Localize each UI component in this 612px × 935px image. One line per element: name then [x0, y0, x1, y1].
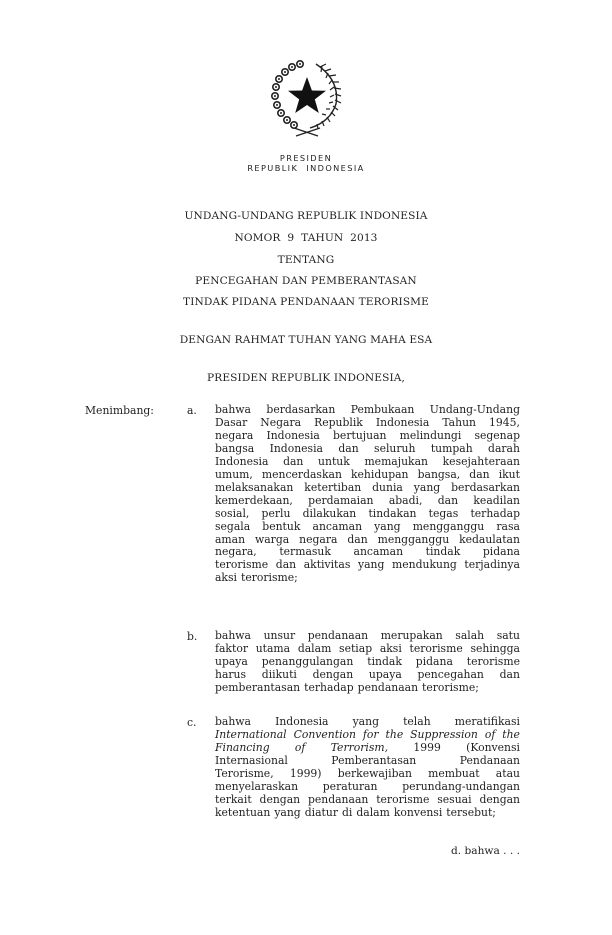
blessing-line: DENGAN RAHMAT TUHAN YANG MAHA ESA [179, 334, 433, 346]
page-continuation: d. bahwa . . . [450, 845, 520, 857]
item-b-line: pemberantasan terhadap pendanaan terorisme; [215, 680, 479, 694]
considering-label: Menimbang: [85, 404, 154, 417]
item-a-line: umum, mencerdaskan kehidupan bangsa, dan ikut [215, 467, 520, 481]
emblem-caption-line1: PRESIDEN [279, 153, 333, 163]
item-b-line: faktor utama dalam setiap aksi terorisme sehingga [215, 641, 520, 655]
item-a-line: negara Indonesia bertujuan melindungi segenap [215, 428, 520, 442]
item-letter-a: a. [187, 404, 197, 417]
item-a-line: bahwa berdasarkan Pembukaan Undang-Undang [215, 403, 520, 416]
item-a-line: negara, termasuk ancaman tindak pidana [215, 545, 520, 559]
presidential-emblem-icon [270, 58, 344, 138]
item-a-line: Indonesia dan untuk memajukan kesejahteraan [215, 454, 520, 468]
item-c-line: menyelaraskan peraturan perundang-undangan [215, 779, 520, 793]
item-a-line: segala bentuk ancaman yang mengganggu rasa [215, 519, 520, 533]
item-a-line: bangsa Indonesia dan seluruh tumpah darah [215, 441, 520, 455]
item-b-line: harus diikuti dengan upaya pencegahan dan [215, 667, 520, 681]
item-b-text [215, 630, 520, 695]
item-letter-b: b. [187, 630, 198, 643]
item-a-text [215, 404, 520, 585]
item-c-line: Terorisme, 1999) berkewajiban membuat atau [215, 766, 520, 780]
item-c-line-mixed: Financing of Terrorism, 1999 (Konvensi [215, 740, 520, 754]
item-c-text [215, 716, 520, 820]
item-a-line: aksi terorisme; [215, 571, 298, 585]
item-b-line: upaya penanggulangan tindak pidana terorisme [215, 654, 520, 668]
item-a-line: sosial, perlu dilakukan tindakan tegas terhadap [215, 506, 520, 520]
item-b-line: bahwa unsur pendanaan merupakan salah satu [215, 629, 520, 642]
law-subject-line1: PENCEGAHAN DAN PEMBERANTASAN [195, 275, 417, 287]
law-title: UNDANG-UNDANG REPUBLIK INDONESIA [184, 210, 428, 222]
item-a-line: Dasar Negara Republik Indonesia Tahun 1945, [215, 415, 520, 429]
law-subject-line2: TINDAK PIDANA PENDANAAN TERORISME [183, 296, 429, 308]
emblem-caption-line2: REPUBLIK INDONESIA [247, 163, 365, 173]
item-c-line: ketentuan yang diatur di dalam konvensi tersebut; [215, 805, 496, 819]
item-c-line: bahwa Indonesia yang telah meratifikasi [215, 715, 520, 728]
item-c-line-italic: International Convention for the Suppression of the [215, 727, 520, 741]
item-c-line: Internasional Pemberantasan Pendanaan [215, 753, 520, 767]
item-a-line: aman warga negara dan mengganggu kedaulatan [215, 532, 520, 546]
item-a-line: terorisme dan aktivitas yang mendukung terjadinya [215, 558, 520, 572]
law-number: NOMOR 9 TAHUN 2013 [234, 232, 378, 244]
authority-line: PRESIDEN REPUBLIK INDONESIA, [207, 372, 405, 384]
law-about: TENTANG [277, 254, 335, 266]
item-c-line: terkait dengan pendanaan terorisme sesuai dengan [215, 792, 520, 806]
item-a-line: kemerdekaan, perdamaian abadi, dan keadilan [215, 493, 520, 507]
item-a-line: melaksanakan ketertiban dunia yang berdasarkan [215, 480, 520, 494]
item-letter-c: c. [187, 716, 197, 729]
